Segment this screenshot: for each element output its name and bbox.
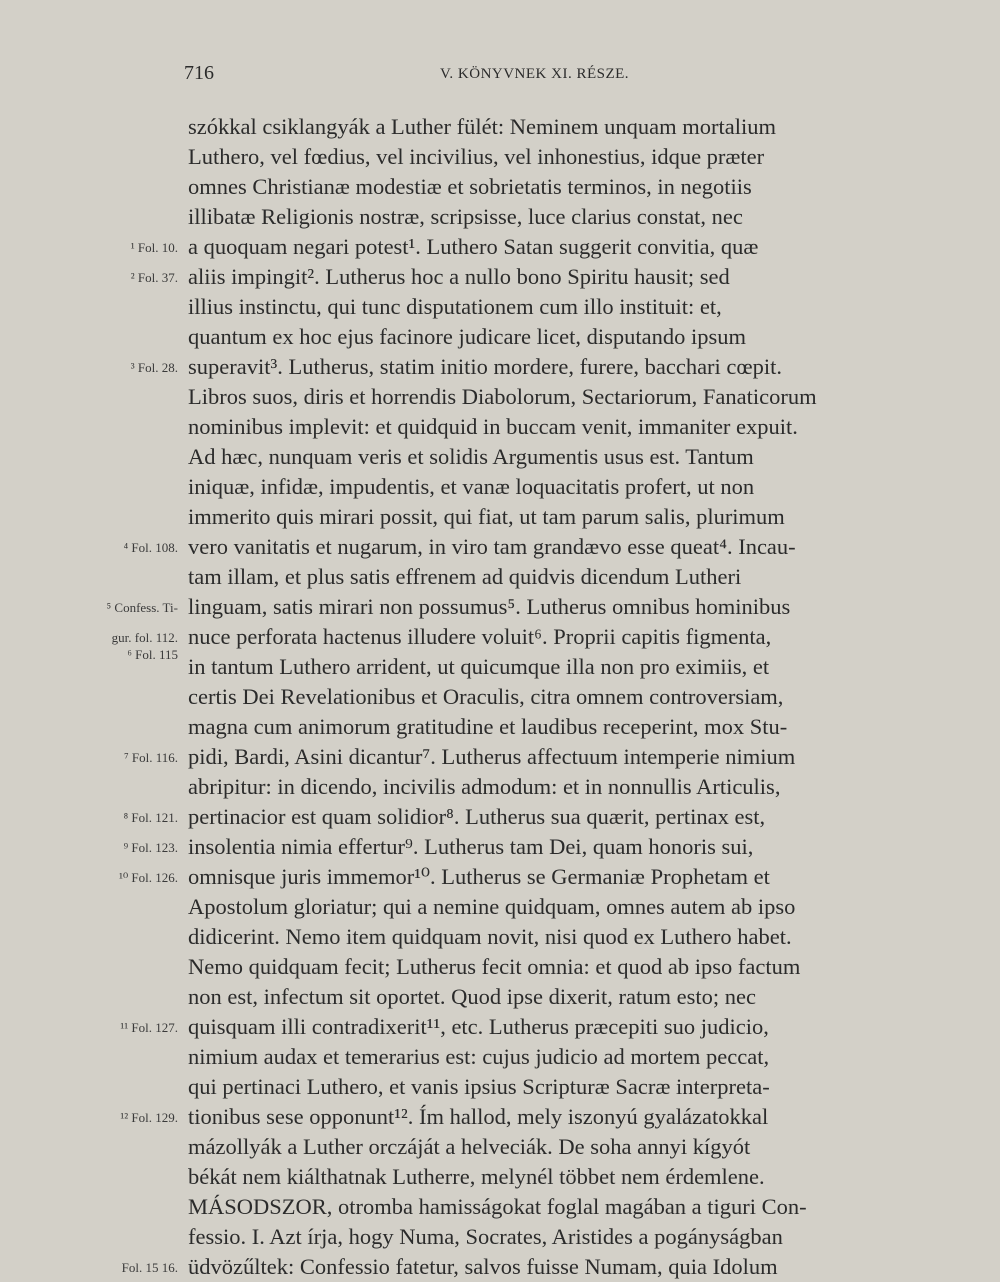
text-line: nominibus implevit: et quidquid in buccam venit, immaniter expuit. [188, 414, 798, 439]
text-line: insolentia nimia effertur⁹. Lutherus tam Dei, quam honoris sui, [188, 834, 754, 859]
running-head: V. KÖNYVNEK XI. RÉSZE. [440, 66, 630, 82]
text-line: magna cum animorum gratitudine et laudibus receperint, mox Stu- [188, 714, 788, 739]
text-line: iniquæ, infidæ, impudentis, et vanæ loquacitatis profert, ut non [188, 474, 755, 499]
text-line: aliis impingit². Lutherus hoc a nullo bono Spiritu hausit; sed [188, 264, 730, 289]
margin-note: Fol. 15 16. [121, 1260, 178, 1275]
text-line: illius instinctu, qui tunc disputationem cum illo instituit: et, [188, 294, 722, 319]
margin-note: ⁹ Fol. 123. [123, 840, 178, 855]
text-line: fessio. I. Azt írja, hogy Numa, Socrates, Aristides a pogányságban [188, 1224, 783, 1249]
text-line: nimium audax et temerarius est: cujus judicio ad mortem peccat, [188, 1044, 770, 1069]
margin-note: ⁶ Fol. 115 [127, 646, 178, 662]
text-line: omnisque juris immemor¹⁰. Lutherus se Germaniæ Prophetam et [188, 864, 770, 889]
text-line: vero vanitatis et nugarum, in viro tam grandævo esse queat⁴. Incau- [188, 534, 796, 559]
text-line: szókkal csiklangyák a Luther fülét: Neminem unquam mortalium [188, 114, 776, 139]
text-line: békát nem kiálthatnak Lutherre, melynél többet nem érdemlene. [188, 1164, 765, 1189]
text-line: in tantum Luthero arrident, ut quicumque illa non pro eximiis, et [188, 654, 770, 679]
text-line: certis Dei Revelationibus et Oraculis, citra omnem controversiam, [188, 684, 784, 709]
margin-note: ⁴ Fol. 108. [123, 540, 178, 555]
text-line: üdvözűltek: Confessio fatetur, salvos fuisse Numam, quia Idolum [188, 1254, 778, 1279]
text-line: abripitur: in dicendo, incivilis admodum: et in nonnullis Articulis, [188, 774, 781, 799]
page-number: 716 [184, 62, 214, 84]
text-line: illibatæ Religionis nostræ, scripsisse, luce clarius constat, nec [188, 204, 743, 229]
margin-note: ¹⁰ Fol. 126. [119, 870, 178, 885]
text-line: tam illam, et plus satis effrenem ad quidvis dicendum Lutheri [188, 564, 742, 589]
margin-note: gur. fol. 112. [111, 630, 178, 645]
text-line: quisquam illi contradixerit¹¹, etc. Lutherus præcepiti suo judicio, [188, 1014, 769, 1039]
margin-note: ¹¹ Fol. 127. [120, 1020, 178, 1035]
text-line: quantum ex hoc ejus facinore judicare licet, disputando ipsum [188, 324, 746, 349]
page-header [0, 62, 1000, 92]
margin-note: ¹ Fol. 10. [130, 240, 178, 255]
text-line: superavit³. Lutherus, statim initio mordere, furere, bacchari cœpit. [188, 354, 783, 379]
text-line: Nemo quidquam fecit; Lutherus fecit omnia: et quod ab ipso factum [188, 954, 801, 979]
text-line: didicerint. Nemo item quidquam novit, nisi quod ex Luthero habet. [188, 924, 792, 949]
margin-note: ⁵ Confess. Ti- [106, 600, 178, 615]
margin-note: ³ Fol. 28. [130, 360, 178, 375]
text-line: qui pertinaci Luthero, et vanis ipsius Scripturæ Sacræ interpreta- [188, 1074, 770, 1099]
text-line: MÁSODSZOR, otromba hamisságokat foglal magában a tiguri Con- [188, 1194, 807, 1219]
text-line: omnes Christianæ modestiæ et sobrietatis terminos, in negotiis [188, 174, 752, 199]
text-line: a quoquam negari potest¹. Luthero Satan suggerit convitia, quæ [188, 234, 759, 259]
text-line: immerito quis mirari possit, qui fiat, ut tam parum salis, plurimum [188, 504, 785, 529]
text-line: Ad hæc, nunquam veris et solidis Argumentis usus est. Tantum [188, 444, 754, 469]
text-line: nuce perforata hactenus illudere voluit⁶. Proprii capitis figmenta, [188, 624, 772, 649]
text-line: linguam, satis mirari non possumus⁵. Lutherus omnibus hominibus [188, 594, 791, 619]
text-line: mázollyák a Luther orczáját a helveciák. De soha annyi kígyót [188, 1134, 751, 1159]
text-line: tionibus sese opponunt¹². Ím hallod, mely iszonyú gyalázatokkal [188, 1104, 769, 1129]
text-line: pertinacior est quam solidior⁸. Lutherus sua quærit, pertinax est, [188, 804, 766, 829]
text-line: pidi, Bardi, Asini dicantur⁷. Lutherus affectuum intemperie nimium [188, 744, 796, 769]
text-line: non est, infectum sit oportet. Quod ipse dixerit, ratum esto; nec [188, 984, 757, 1009]
text-line: Apostolum gloriatur; qui a nemine quidquam, omnes autem ab ipso [188, 894, 796, 919]
text-line: Luthero, vel fœdius, vel incivilius, vel inhonestius, idque præter [188, 144, 765, 169]
margin-note: ¹² Fol. 129. [120, 1110, 178, 1125]
margin-note: ⁸ Fol. 121. [123, 810, 178, 825]
text-line: Libros suos, diris et horrendis Diabolorum, Sectariorum, Fanaticorum [188, 384, 817, 409]
margin-note: ² Fol. 37. [130, 270, 178, 285]
margin-note: ⁷ Fol. 116. [124, 750, 178, 765]
